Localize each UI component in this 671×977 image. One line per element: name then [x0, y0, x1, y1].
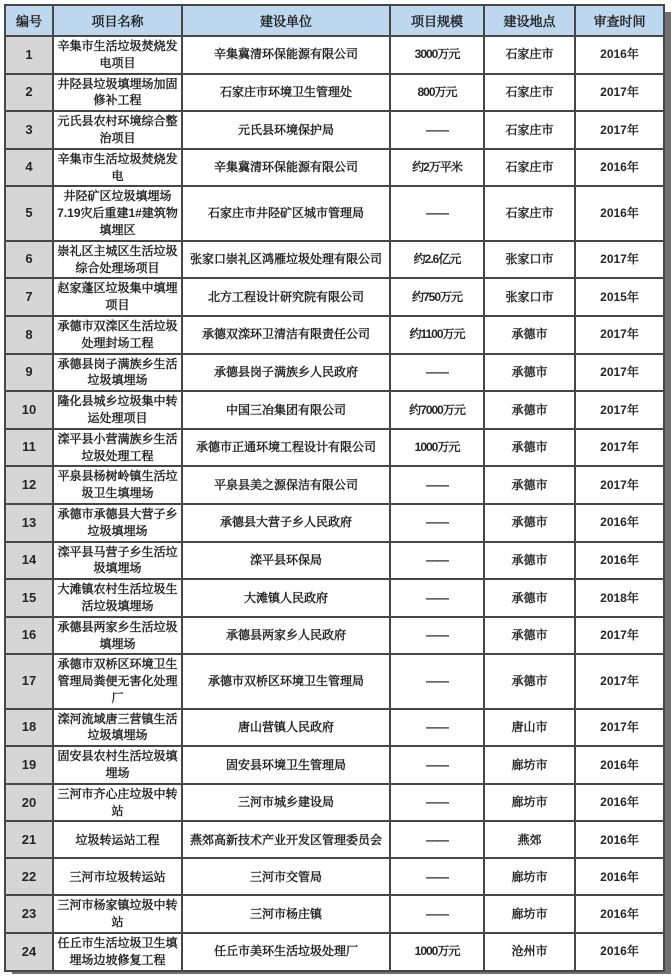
row-number-cell: 15: [5, 579, 53, 617]
project-scale-cell: ——: [390, 858, 484, 895]
location-cell: 张家口市: [484, 241, 575, 279]
construction-unit-cell: 三河市杨庄镇: [182, 895, 390, 933]
review-date-cell: 2017年: [575, 654, 664, 708]
location-cell: 廊坊市: [484, 858, 575, 895]
project-name-cell: 滦平县小营满族乡生活垃圾处理工程: [53, 429, 182, 467]
project-scale-cell: 3000万元: [390, 36, 484, 74]
row-number-cell: 4: [5, 149, 53, 187]
location-cell: 承德市: [484, 579, 575, 617]
review-date-cell: 2017年: [575, 709, 664, 747]
review-date-cell: 2017年: [575, 391, 664, 429]
construction-unit-cell: 三河市交管局: [182, 858, 390, 895]
review-date-cell: 2017年: [575, 429, 664, 467]
review-date-cell: 2016年: [575, 542, 664, 580]
table-row: [5, 278, 664, 316]
table-row: [5, 617, 664, 655]
location-cell: 石家庄市: [484, 74, 575, 112]
project-scale-cell: 约2.6亿元: [390, 241, 484, 279]
project-name-cell: 三河市杨家镇垃圾中转站: [53, 895, 182, 933]
projects-table-container: [4, 4, 663, 966]
location-cell: 承德市: [484, 391, 575, 429]
table-row: [5, 746, 664, 784]
construction-unit-cell: 任丘市美环生活垃圾处理厂: [182, 933, 390, 971]
location-cell: 张家口市: [484, 278, 575, 316]
review-date-cell: 2017年: [575, 241, 664, 279]
location-cell: 唐山市: [484, 709, 575, 747]
construction-unit-cell: 平泉县美之源保洁有限公司: [182, 466, 390, 504]
project-scale-cell: 1000万元: [390, 429, 484, 467]
review-date-cell: 2016年: [575, 858, 664, 895]
row-number-cell: 14: [5, 542, 53, 580]
projects-table: [4, 4, 665, 972]
review-date-cell: 2016年: [575, 186, 664, 240]
project-name-cell: 辛集市生活垃圾焚烧发电项目: [53, 36, 182, 74]
table-row: [5, 186, 664, 240]
table-row: [5, 429, 664, 467]
project-scale-cell: 约750万元: [390, 278, 484, 316]
table-body: [5, 36, 664, 971]
table-row: [5, 858, 664, 895]
table-row: [5, 354, 664, 392]
location-cell: 燕郊: [484, 821, 575, 858]
row-number-cell: 22: [5, 858, 53, 895]
table-row: [5, 241, 664, 279]
construction-unit-cell: 石家庄市井陉矿区城市管理局: [182, 186, 390, 240]
project-name-cell: 承德县两家乡生活垃圾填埋场: [53, 617, 182, 655]
header-cell-unit: 建设单位: [182, 5, 390, 36]
construction-unit-cell: 承德县岗子满族乡人民政府: [182, 354, 390, 392]
review-date-cell: 2016年: [575, 746, 664, 784]
project-name-cell: 井陉矿区垃圾填埋场7.19灾后重建1#建筑物填埋区: [53, 186, 182, 240]
table-row: [5, 36, 664, 74]
location-cell: 廊坊市: [484, 746, 575, 784]
location-cell: 承德市: [484, 542, 575, 580]
project-scale-cell: ——: [390, 617, 484, 655]
table-row: [5, 391, 664, 429]
location-cell: 廊坊市: [484, 784, 575, 822]
project-scale-cell: 约2万平米: [390, 149, 484, 187]
review-date-cell: 2016年: [575, 784, 664, 822]
location-cell: 承德市: [484, 504, 575, 542]
project-name-cell: 元氏县农村环境综合整治项目: [53, 111, 182, 149]
table-header: [5, 5, 664, 36]
row-number-cell: 7: [5, 278, 53, 316]
construction-unit-cell: 滦平县环保局: [182, 542, 390, 580]
project-scale-cell: ——: [390, 186, 484, 240]
review-date-cell: 2016年: [575, 895, 664, 933]
project-scale-cell: ——: [390, 746, 484, 784]
project-name-cell: 崇礼区主城区生活垃圾综合处理场项目: [53, 241, 182, 279]
construction-unit-cell: 承德市正通环境工程设计有限公司: [182, 429, 390, 467]
table-row: [5, 821, 664, 858]
project-name-cell: 任丘市生活垃圾卫生填埋场边坡修复工程: [53, 933, 182, 971]
table-row: [5, 933, 664, 971]
project-scale-cell: 1000万元: [390, 933, 484, 971]
construction-unit-cell: 唐山营镇人民政府: [182, 709, 390, 747]
construction-unit-cell: 承德县大营子乡人民政府: [182, 504, 390, 542]
construction-unit-cell: 辛集冀清环保能源有限公司: [182, 36, 390, 74]
construction-unit-cell: 承德县两家乡人民政府: [182, 617, 390, 655]
location-cell: 承德市: [484, 354, 575, 392]
location-cell: 石家庄市: [484, 186, 575, 240]
project-name-cell: 承德市双滦区生活垃圾处理封场工程: [53, 316, 182, 354]
row-number-cell: 24: [5, 933, 53, 971]
project-name-cell: 辛集市生活垃圾焚烧发电: [53, 149, 182, 187]
table-row: [5, 895, 664, 933]
project-scale-cell: ——: [390, 895, 484, 933]
location-cell: 承德市: [484, 654, 575, 708]
project-scale-cell: ——: [390, 709, 484, 747]
row-number-cell: 18: [5, 709, 53, 747]
project-name-cell: 承德市双桥区环境卫生管理局粪便无害化处理厂: [53, 654, 182, 708]
project-name-cell: 平泉县杨树岭镇生活垃圾卫生填埋场: [53, 466, 182, 504]
table-row: [5, 74, 664, 112]
row-number-cell: 12: [5, 466, 53, 504]
header-row: [5, 5, 664, 36]
table-row: [5, 149, 664, 187]
table-row: [5, 316, 664, 354]
construction-unit-cell: 石家庄市环境卫生管理处: [182, 74, 390, 112]
table-row: [5, 579, 664, 617]
row-number-cell: 21: [5, 821, 53, 858]
row-number-cell: 1: [5, 36, 53, 74]
row-number-cell: 9: [5, 354, 53, 392]
location-cell: 沧州市: [484, 933, 575, 971]
location-cell: 承德市: [484, 316, 575, 354]
table-row: [5, 784, 664, 822]
header-cell-scale: 项目规模: [390, 5, 484, 36]
project-name-cell: 赵家蓬区垃圾集中填埋项目: [53, 278, 182, 316]
row-number-cell: 3: [5, 111, 53, 149]
project-name-cell: 大滩镇农村生活垃圾生活垃圾填埋场: [53, 579, 182, 617]
row-number-cell: 23: [5, 895, 53, 933]
project-name-cell: 三河市垃圾转运站: [53, 858, 182, 895]
review-date-cell: 2016年: [575, 933, 664, 971]
construction-unit-cell: 燕郊高新技术产业开发区管理委员会: [182, 821, 390, 858]
construction-unit-cell: 北方工程设计研究院有限公司: [182, 278, 390, 316]
construction-unit-cell: 大滩镇人民政府: [182, 579, 390, 617]
review-date-cell: 2017年: [575, 111, 664, 149]
header-cell-id: 编号: [5, 5, 53, 36]
project-scale-cell: ——: [390, 654, 484, 708]
table-row: [5, 709, 664, 747]
location-cell: 廊坊市: [484, 895, 575, 933]
review-date-cell: 2017年: [575, 316, 664, 354]
project-scale-cell: ——: [390, 111, 484, 149]
table-row: [5, 654, 664, 708]
table-row: [5, 504, 664, 542]
review-date-cell: 2015年: [575, 278, 664, 316]
review-date-cell: 2016年: [575, 149, 664, 187]
row-number-cell: 17: [5, 654, 53, 708]
construction-unit-cell: 张家口崇礼区鸿雁垃圾处理有限公司: [182, 241, 390, 279]
construction-unit-cell: 承德双滦环卫清洁有限责任公司: [182, 316, 390, 354]
project-scale-cell: ——: [390, 821, 484, 858]
header-cell-name: 项目名称: [53, 5, 182, 36]
row-number-cell: 8: [5, 316, 53, 354]
location-cell: 石家庄市: [484, 149, 575, 187]
review-date-cell: 2017年: [575, 354, 664, 392]
project-scale-cell: ——: [390, 579, 484, 617]
construction-unit-cell: 固安县环境卫生管理局: [182, 746, 390, 784]
row-number-cell: 10: [5, 391, 53, 429]
project-name-cell: 承德县岗子满族乡生活垃圾填埋场: [53, 354, 182, 392]
construction-unit-cell: 辛集冀清环保能源有限公司: [182, 149, 390, 187]
construction-unit-cell: 三河市城乡建设局: [182, 784, 390, 822]
project-scale-cell: ——: [390, 784, 484, 822]
header-cell-date: 审查时间: [575, 5, 664, 36]
project-scale-cell: 约1100万元: [390, 316, 484, 354]
row-number-cell: 20: [5, 784, 53, 822]
row-number-cell: 6: [5, 241, 53, 279]
row-number-cell: 5: [5, 186, 53, 240]
table-row: [5, 466, 664, 504]
review-date-cell: 2016年: [575, 821, 664, 858]
review-date-cell: 2017年: [575, 617, 664, 655]
project-name-cell: 固安县农村生活垃圾填埋场: [53, 746, 182, 784]
review-date-cell: 2017年: [575, 466, 664, 504]
location-cell: 石家庄市: [484, 111, 575, 149]
project-scale-cell: ——: [390, 466, 484, 504]
project-name-cell: 承德市承德县大营子乡垃圾填埋场: [53, 504, 182, 542]
project-scale-cell: 800万元: [390, 74, 484, 112]
construction-unit-cell: 中国三冶集团有限公司: [182, 391, 390, 429]
construction-unit-cell: 元氏县环境保护局: [182, 111, 390, 149]
project-name-cell: 三河市齐心庄垃圾中转站: [53, 784, 182, 822]
project-name-cell: 垃圾转运站工程: [53, 821, 182, 858]
row-number-cell: 11: [5, 429, 53, 467]
project-scale-cell: ——: [390, 504, 484, 542]
row-number-cell: 16: [5, 617, 53, 655]
table-row: [5, 542, 664, 580]
location-cell: 承德市: [484, 466, 575, 504]
review-date-cell: 2016年: [575, 504, 664, 542]
review-date-cell: 2017年: [575, 74, 664, 112]
location-cell: 承德市: [484, 429, 575, 467]
row-number-cell: 19: [5, 746, 53, 784]
review-date-cell: 2018年: [575, 579, 664, 617]
project-name-cell: 滦平县马营子乡生活垃圾填埋场: [53, 542, 182, 580]
project-scale-cell: 约7000万元: [390, 391, 484, 429]
location-cell: 承德市: [484, 617, 575, 655]
row-number-cell: 2: [5, 74, 53, 112]
row-number-cell: 13: [5, 504, 53, 542]
review-date-cell: 2016年: [575, 36, 664, 74]
construction-unit-cell: 承德市双桥区环境卫生管理局: [182, 654, 390, 708]
project-scale-cell: ——: [390, 542, 484, 580]
project-name-cell: 井陉县垃圾填埋场加固修补工程: [53, 74, 182, 112]
project-name-cell: 隆化县城乡垃圾集中转运处理项目: [53, 391, 182, 429]
header-cell-location: 建设地点: [484, 5, 575, 36]
table-row: [5, 111, 664, 149]
location-cell: 石家庄市: [484, 36, 575, 74]
project-name-cell: 滦河流域唐三营镇生活垃圾填埋场: [53, 709, 182, 747]
project-scale-cell: ——: [390, 354, 484, 392]
